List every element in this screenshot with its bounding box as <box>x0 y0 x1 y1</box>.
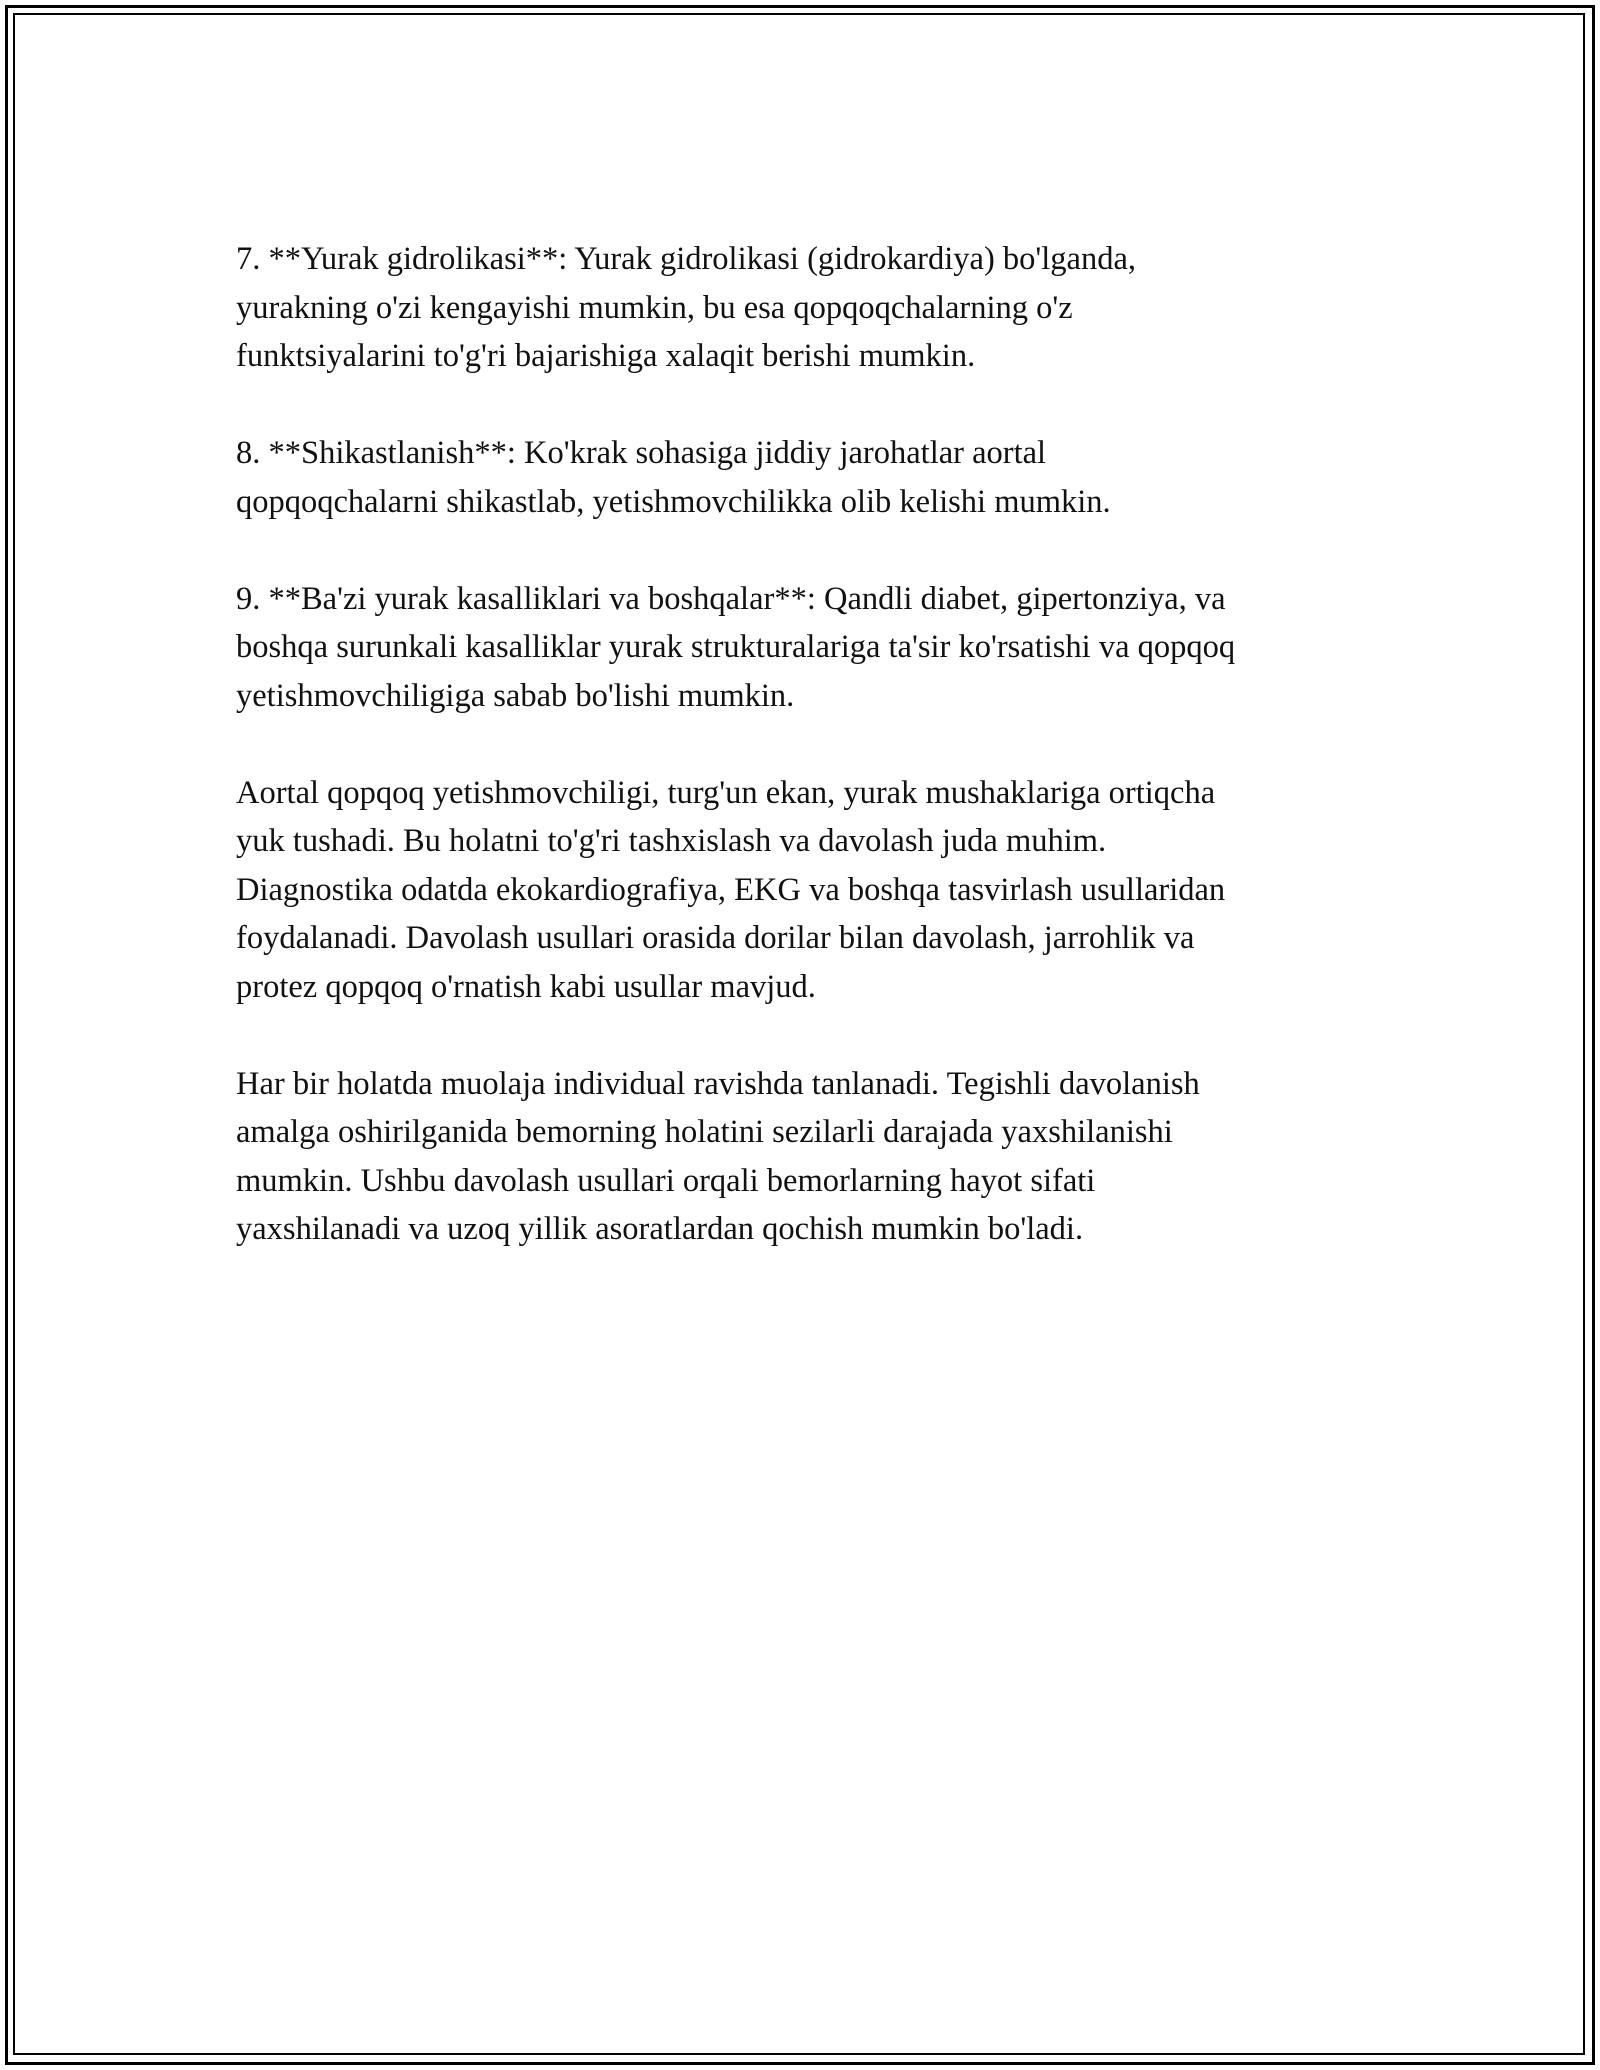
list-item-8: 8. **Shikastlanish**: Ko'krak sohasiga jiddiy jarohatlar aortal qopqoqchalarni shikastlab, yetishmovchilikka olib kelishi mumkin. <box>236 435 1111 520</box>
document-body <box>236 235 1386 1302</box>
list-item-9: 9. **Ba'zi yurak kasalliklari va boshqalar**: Qandli diabet, gipertonziya, va boshqa surunkali kasalliklar yurak strukturalariga ta'sir ko'rsatishi va qopqoq yetishmovchiligiga sabab bo'lishi mumkin. <box>236 580 1236 714</box>
summary-paragraph: Aortal qopqoq yetishmovchiligi, turg'un ekan, yurak mushaklariga ortiqcha yuk tushadi. Bu holatni to'g'ri tashxislash va davolash juda muhim. Diagnostika odatda ekokardiografiya, EKG va boshqa tasvirlash usullaridan foydalanadi. Davolash usullari orasida dorilar bilan davolash, jarrohlik va protez qopqoq o'rnatish kabi usullar mavjud. <box>236 774 1226 1005</box>
conclusion-paragraph: Har bir holatda muolaja individual ravishda tanlanadi. Tegishli davolanish amalga oshirilganida bemorning holatini sezilarli darajada yaxshilanishi mumkin. Ushbu davolash usullari orqali bemorlarning hayot sifati yaxshilanadi va uzoq yillik asoratlardan qochish mumkin bo'ladi. <box>236 1065 1200 1247</box>
list-item-7: 7. **Yurak gidrolikasi**: Yurak gidrolikasi (gidrokardiya) bo'lganda, yurakning o'zi kengayishi mumkin, bu esa qopqoqchalarning o'z funktsiyalarini to'g'ri bajarishiga xalaqit berishi mumkin. <box>236 241 1137 374</box>
